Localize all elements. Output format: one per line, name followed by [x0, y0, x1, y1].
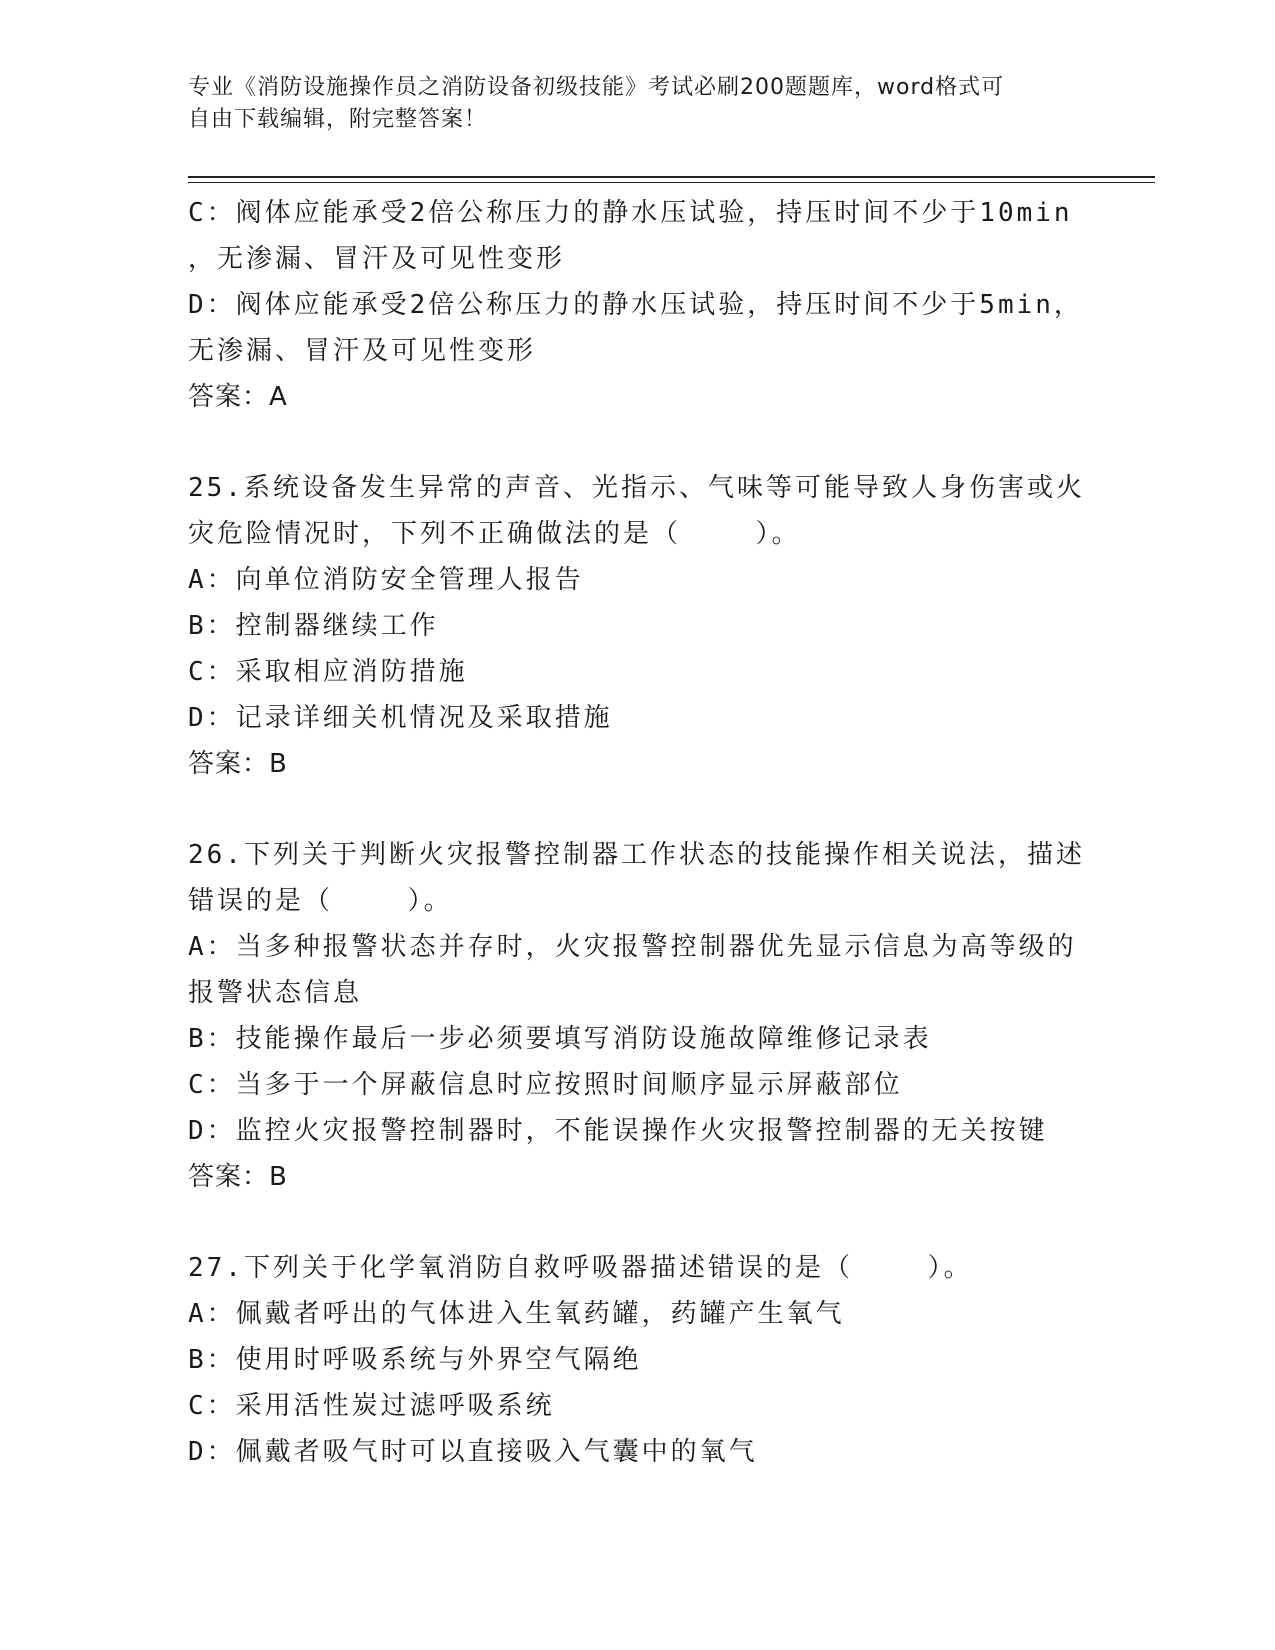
spacer	[188, 420, 1088, 465]
option-c: C：当多于一个屏蔽信息时应按照时间顺序显示屏蔽部位	[188, 1070, 903, 1100]
document-header	[188, 72, 1088, 136]
option-b: B：控制器继续工作	[188, 611, 439, 641]
option-b: B：技能操作最后一步必须要填写消防设施故障维修记录表	[188, 1024, 932, 1054]
spacer	[188, 1200, 1088, 1245]
question-stem-line-2: 错误的是（ ）。	[188, 886, 453, 916]
option-c-line-1: C：阀体应能承受2倍公称压力的静水压试验，持压时间不少于10min	[188, 198, 1073, 228]
option-d: D：监控火灾报警控制器时，不能误操作火灾报警控制器的无关按键	[188, 1116, 1048, 1146]
option-d: D：记录详细关机情况及采取措施	[188, 703, 613, 733]
answer-text: 答案：B	[188, 1162, 288, 1192]
option-d-line-2: 无渗漏、冒汗及可见性变形	[188, 336, 537, 366]
option-c: C：采用活性炭过滤呼吸系统	[188, 1391, 555, 1421]
question-24	[188, 190, 1088, 420]
question-list	[188, 190, 1088, 1475]
option-a-line-1: A：当多种报警状态并存时，火灾报警控制器优先显示信息为高等级的	[188, 932, 1077, 962]
option-d: D：佩戴者吸气时可以直接吸入气囊中的氧气	[188, 1437, 758, 1467]
spacer	[188, 787, 1088, 832]
question-25	[188, 465, 1088, 787]
option-a: A：向单位消防安全管理人报告	[188, 565, 584, 595]
option-a-line-2: 报警状态信息	[188, 978, 363, 1008]
option-c: C：采取相应消防措施	[188, 657, 468, 687]
header-title-line-1: 专业《消防设施操作员之消防设备初级技能》考试必刷200题题库，word格式可	[188, 75, 1005, 100]
header-divider-thick	[188, 176, 1155, 178]
question-stem-line-1: 27.下列关于化学氧消防自救呼吸器描述错误的是（ ）。	[188, 1253, 973, 1283]
answer-text: 答案：A	[188, 382, 288, 412]
question-stem-line-2: 灾危险情况时，下列不正确做法的是（ ）。	[188, 519, 801, 549]
header-divider-thin	[188, 182, 1155, 183]
question-26	[188, 832, 1088, 1200]
option-c-line-2: ，无渗漏、冒汗及可见性变形	[188, 244, 566, 274]
option-d-line-1: D：阀体应能承受2倍公称压力的静水压试验，持压时间不少于5min，	[188, 290, 1083, 320]
option-b: B：使用时呼吸系统与外界空气隔绝	[188, 1345, 642, 1375]
question-stem-line-1: 25.系统设备发生异常的声音、光指示、气味等可能导致人身伤害或火	[188, 473, 1085, 503]
option-a: A：佩戴者呼出的气体进入生氧药罐，药罐产生氧气	[188, 1299, 845, 1329]
answer-text: 答案：B	[188, 749, 288, 779]
header-title-line-2: 自由下载编辑，附完整答案！	[188, 107, 488, 132]
question-stem-line-1: 26.下列关于判断火灾报警控制器工作状态的技能操作相关说法，描述	[188, 840, 1085, 870]
question-27	[188, 1245, 1088, 1475]
